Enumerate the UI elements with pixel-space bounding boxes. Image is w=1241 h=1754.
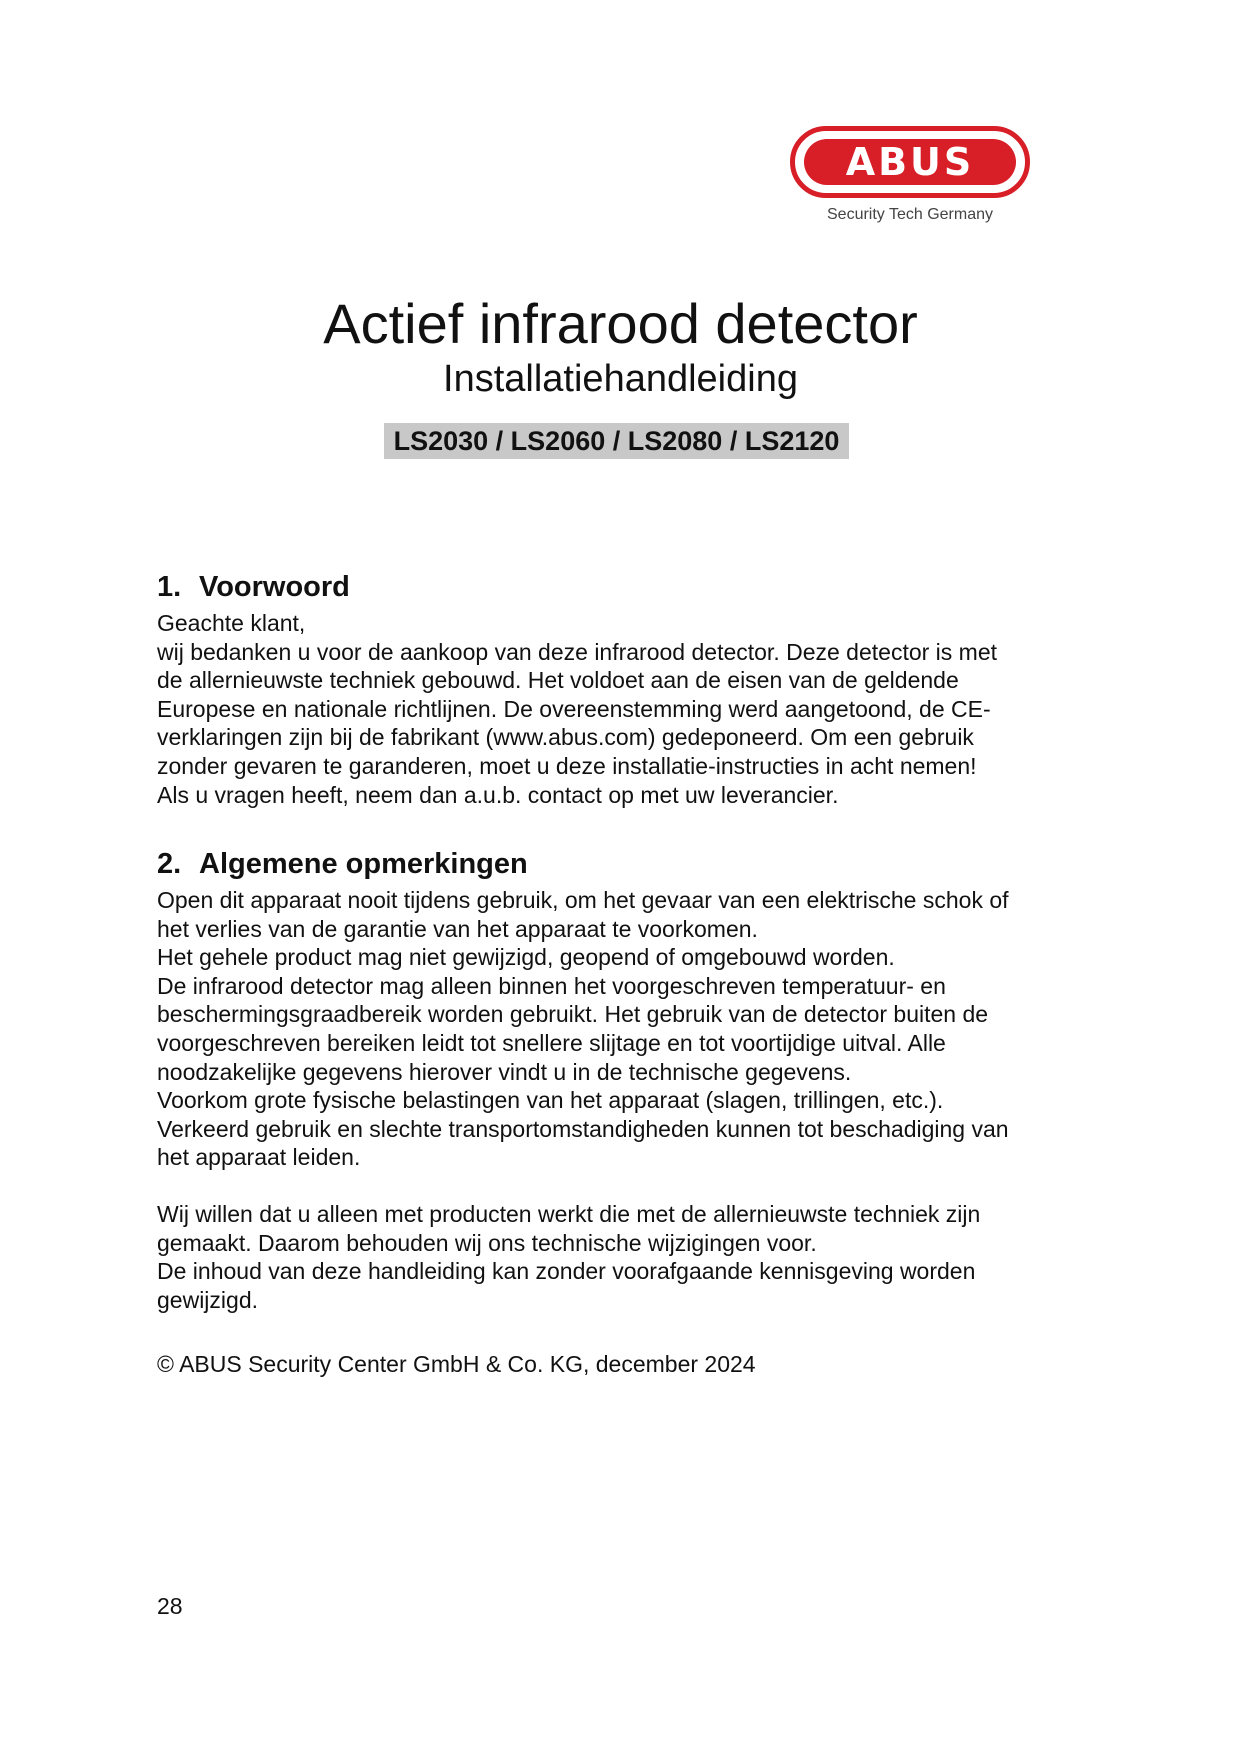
model-numbers: LS2030 / LS2060 / LS2080 / LS2120 — [384, 423, 849, 459]
abus-logo — [790, 126, 1040, 236]
logo-oval — [790, 126, 1030, 198]
logo-brand: ABUS — [804, 139, 1016, 185]
paragraph-gap — [157, 1172, 1097, 1200]
logo-tagline: Security Tech Germany — [827, 206, 993, 223]
section-title: Algemene opmerkingen — [199, 848, 528, 880]
section-paragraph: Geachte klant, wij bedanken u voor de aankoop van deze infrarood detector. Deze detector is met de allernieuwste techniek gebouwd. Het voldoet aan de eisen van de geldende Europese en nationale richtlijnen. De overeenstemming werd aangetoond, de CE- verklaringen zijn bij de fabrikant (www.abus.com) gedeponeerd. Om een gebruik zonder gevaren te garanderen, moet u deze installatie-instructies in acht nemen! Als u vragen heeft, neem dan a.u.b. contact op met uw leverancier. — [157, 610, 998, 808]
document-subtitle: Installatiehandleiding — [443, 358, 798, 400]
section-algemene-opmerkingen — [157, 846, 1097, 1314]
section-heading — [157, 846, 1097, 882]
section-title: Voorwoord — [199, 571, 350, 603]
section-number: 1. — [157, 571, 182, 603]
section-number: 2. — [157, 848, 182, 880]
section-heading — [157, 569, 1097, 605]
section-paragraph: Open dit apparaat nooit tijdens gebruik, om het gevaar van een elektrische schok of het verlies van de garantie van het apparaat te voorkomen. Het gehele product mag niet gewijzigd, geopend of omgebouwd worden. De infrarood detector mag alleen binnen het voorgeschreven temperatuur- en beschermingsgraadbereik worden gebruikt. Het gebruik van de detector buiten de voorgeschreven bereiken leidt tot snellere slijtage en tot voortijdige uitval. Alle noodzakelijke gegevens hierover vindt u in de technische gegevens. Voorkom grote fysische belastingen van het apparaat (slagen, trillingen, etc.). Verkeerd gebruik en slechte transportomstandigheden kunnen tot beschadiging van het apparaat leiden. — [157, 887, 1009, 1171]
copyright-notice: © ABUS Security Center GmbH & Co. KG, december 2024 — [157, 1351, 756, 1377]
section-voorwoord — [157, 569, 1097, 809]
page-number: 28 — [157, 1593, 183, 1619]
document-title: Actief infrarood detector — [323, 292, 918, 355]
section-paragraph: Wij willen dat u alleen met producten werkt die met de allernieuwste techniek zijn gemaakt. Daarom behouden wij ons technische wijzigingen voor. De inhoud van deze handleiding kan zonder voorafgaande kennisgeving worden gewijzigd. — [157, 1200, 981, 1313]
